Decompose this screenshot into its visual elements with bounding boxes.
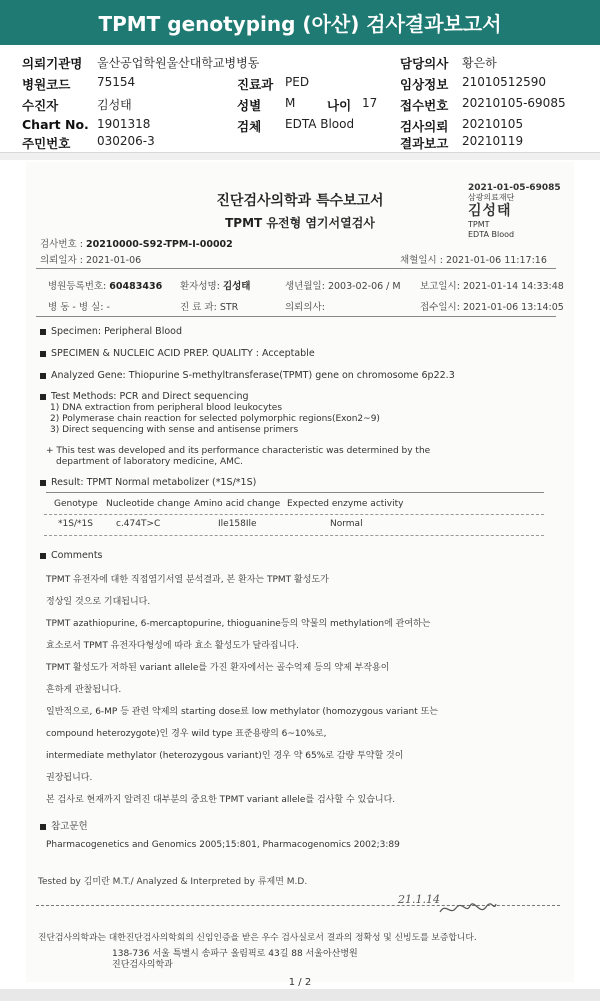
receipt-label: 접수번호 [400, 98, 449, 113]
comment-line: TPMT azathiopurine, 6-mercaptopurine, thioguanine등의 약물의 methylation에 관여하는 [46, 619, 431, 629]
quality-text: SPECIMEN & NUCLEIC ACID PREP. QUALITY : Acceptable [51, 348, 315, 359]
doc-dept-label: 진 료 과: [180, 302, 217, 313]
col-genotype: Genotype [54, 499, 98, 509]
doc-dept [180, 299, 238, 313]
comments-section [40, 550, 103, 561]
institution-label: 의뢰기관명 [22, 56, 83, 71]
signature-icon [438, 898, 498, 920]
report-dt [420, 278, 564, 292]
references-text: Pharmacogenetics and Genomics 2005;15:801, Pharmacogenomics 2002;3:89 [46, 840, 400, 850]
table-bottom-line [44, 535, 544, 536]
info-row-3 [0, 96, 600, 114]
cell-amino-acid: Ile158Ile [218, 519, 257, 529]
page-number: 1 / 2 [288, 977, 312, 988]
collect-date [400, 252, 547, 266]
receive-dt-label: 접수일시: [420, 302, 460, 313]
hospital-code-value: 75154 [97, 75, 136, 89]
sex-value: M [285, 96, 296, 110]
info-row-4 [0, 117, 600, 135]
bottom-bar [0, 989, 600, 1001]
receive-dt [420, 299, 564, 313]
rrn-value: 030206-3 [97, 134, 155, 148]
stamp-code: 2021-01-05-69085 [468, 183, 561, 193]
comment-line: 본 검사로 현재까지 알려진 대부분의 중요한 TPMT variant allele를 검사할 수 있습니다. [46, 795, 396, 805]
stamp-line1: TPMT [468, 220, 490, 229]
patient-info-panel [0, 50, 600, 150]
dob-value: 2003-02-06 / M [327, 281, 401, 292]
report-title: TPMT genotyping (아산) 검사결과보고서 [98, 12, 502, 36]
exam-no-label: 검사번호 : [40, 239, 83, 250]
info-row-5 [0, 134, 600, 152]
col-nucleotide-change: Nucleotide change [106, 499, 191, 509]
pt-name [180, 278, 250, 292]
cell-nucleotide: c.474T>C [116, 519, 161, 529]
stamp-org: 삼광의료재단 [468, 193, 515, 202]
report-dt-label: 보고일시: [420, 281, 460, 292]
patient-label: 수진자 [22, 98, 59, 113]
validation-note-2: department of laboratory medicine, AMC. [56, 457, 244, 467]
doc-dept-value: STR [219, 302, 239, 313]
doctor-value: 황은하 [462, 56, 497, 70]
dept-label: 진료과 [237, 77, 274, 92]
patient-value: 김성태 [97, 98, 132, 112]
collect-value: 2021-01-06 11:17:16 [445, 255, 547, 266]
reg-no [48, 278, 162, 292]
sign-date: 21.1.14 [398, 893, 440, 906]
gene-section [40, 370, 455, 381]
comment-line: compound heterozygote)인 경우 wild type 표준용량의 6~10%로, [46, 729, 327, 739]
sex-label: 성별 [237, 98, 262, 113]
col-amino-acid-change: Amino acid change [194, 499, 281, 509]
chart-value: 1901318 [97, 117, 151, 131]
reg-no-label: 병원등록번호: [48, 281, 107, 292]
request-value: 20210105 [462, 117, 524, 131]
comment-line: 권장됩니다. [46, 773, 93, 783]
ward-label: 병 동 - 병 실: [48, 302, 104, 313]
bullet-icon [40, 824, 46, 830]
hospital-code-label: 병원코드 [22, 77, 71, 92]
ward [48, 299, 110, 313]
info-row-2 [0, 75, 600, 93]
methods-section [40, 391, 249, 402]
stamp-line2: EDTA Blood [468, 230, 515, 239]
references-section [40, 818, 88, 832]
method-step-1: 1) DNA extraction from peripheral blood leukocytes [50, 403, 283, 413]
reg-no-value: 60483436 [109, 281, 163, 292]
table-header-line [44, 514, 544, 515]
comment-line: 일반적으로, 6-MP 등 관련 약제의 starting dose료 low methylator (homozygous variant 또는 [46, 707, 438, 717]
comment-line: 흔하게 관찰됩니다. [46, 685, 122, 695]
gene-text: Analyzed Gene: Thiopurine S-methyltransferase(TPMT) gene on chromosome 6p22.3 [51, 370, 455, 381]
age-label: 나이 [327, 98, 352, 113]
receipt-value: 20210105-69085 [462, 96, 566, 110]
col-expected-activity: Expected enzyme activity [287, 499, 404, 509]
specimen-value: EDTA Blood [285, 117, 355, 131]
exam-no-value: 20210000-S92-TPM-I-00002 [85, 239, 233, 250]
dept-value: PED [285, 75, 310, 89]
clinical-label: 임상정보 [400, 77, 449, 92]
comment-line: 효소로서 TPMT 유전자다형성에 따라 효소 활성도가 달라집니다. [46, 641, 299, 651]
ward-value: - [106, 302, 110, 313]
bullet-icon [40, 553, 46, 559]
info-row-1 [0, 54, 600, 72]
validation-note-1: + This test was developed and its performance characteristic was determined by the [46, 446, 431, 456]
quality-section [40, 348, 315, 359]
tested-by: Tested by 김미란 M.T./ Analyzed & Interpreted by 류제면 M.D. [38, 877, 308, 887]
bullet-icon [40, 480, 46, 486]
dob-label: 생년월일: [285, 281, 325, 292]
report-title-bar [0, 0, 600, 45]
requester-label: 의뢰의사: [285, 302, 325, 313]
exam-no [40, 236, 233, 250]
divider-line [36, 268, 556, 269]
comment-line: TPMT 유전자에 대한 직접염기서열 분석결과, 본 환자는 TPMT 활성도가 [46, 575, 329, 585]
pt-name-value: 김성태 [222, 281, 251, 292]
request-label: 검사의뢰 [400, 119, 449, 134]
specimen-label: 검체 [237, 119, 262, 134]
specimen-section [40, 326, 182, 337]
age-value: 17 [362, 96, 378, 110]
divider-line [36, 316, 556, 317]
method-step-3: 3) Direct sequencing with sense and antisense primers [50, 425, 299, 435]
clinical-value: 21010512590 [462, 75, 546, 89]
report-label: 결과보고 [400, 136, 449, 151]
certification-note: 진단검사의학과는 대한진단검사의학회의 신임인증을 받은 우수 검사실로서 결과의 정확성 및 신빙도를 보증합니다. [38, 933, 477, 943]
requester [285, 299, 325, 313]
address-line: 138-736 서울 특별시 송파구 올림픽로 43길 88 서울아산병원 [112, 949, 358, 959]
cell-genotype: *1S/*1S [58, 519, 93, 529]
report-value: 20210119 [462, 134, 524, 148]
comment-line: TPMT 활성도가 저하된 variant allele를 가진 환자에서는 골수억제 등의 약제 부작용이 [46, 663, 390, 673]
doc-subtitle: TPMT 유전형 염기서열검사 [225, 216, 375, 230]
report-dt-value: 2021-01-14 14:33:48 [462, 281, 564, 292]
methods-text: Test Methods: PCR and Direct sequencing [51, 391, 249, 402]
references-label: 참고문헌 [51, 821, 88, 832]
bullet-icon [40, 351, 46, 357]
comment-line: 정상일 것으로 기대됩니다. [46, 597, 151, 607]
collect-label: 채혈일시 : [400, 255, 443, 266]
bullet-icon [40, 394, 46, 400]
stamp-name: 김성태 [468, 203, 512, 219]
doc-title: 진단검사의학과 특수보고서 [216, 193, 384, 209]
dob [285, 278, 401, 292]
specimen-text: Specimen: Peripheral Blood [51, 326, 182, 337]
comments-label: Comments [51, 550, 103, 561]
department-line: 진단검사의학과 [112, 960, 173, 970]
bullet-icon [40, 373, 46, 379]
req-date [40, 252, 141, 266]
comment-line: intermediate methylator (heterozygous variant)인 경우 약 65%로 감량 투약할 것이 [46, 751, 404, 761]
result-section [40, 477, 256, 488]
result-text: Result: TPMT Normal metabolizer (*1S/*1S) [51, 477, 257, 488]
cell-activity: Normal [330, 519, 363, 529]
institution-value: 울산공업학원울산대학교병병동 [97, 56, 260, 70]
req-date-value: 2021-01-06 [85, 255, 142, 266]
pt-name-label: 환자성명: [180, 281, 220, 292]
doctor-label: 담당의사 [400, 56, 449, 71]
section-separator [0, 152, 600, 160]
bullet-icon [40, 329, 46, 335]
receive-dt-value: 2021-01-06 13:14:05 [462, 302, 564, 313]
chart-label: Chart No. [22, 117, 89, 132]
req-date-label: 의뢰일자 : [40, 255, 83, 266]
table-top-line [46, 492, 544, 493]
rrn-label: 주민번호 [22, 136, 71, 151]
method-step-2: 2) Polymerase chain reaction for selected polymorphic regions(Exon2~9) [50, 414, 380, 424]
